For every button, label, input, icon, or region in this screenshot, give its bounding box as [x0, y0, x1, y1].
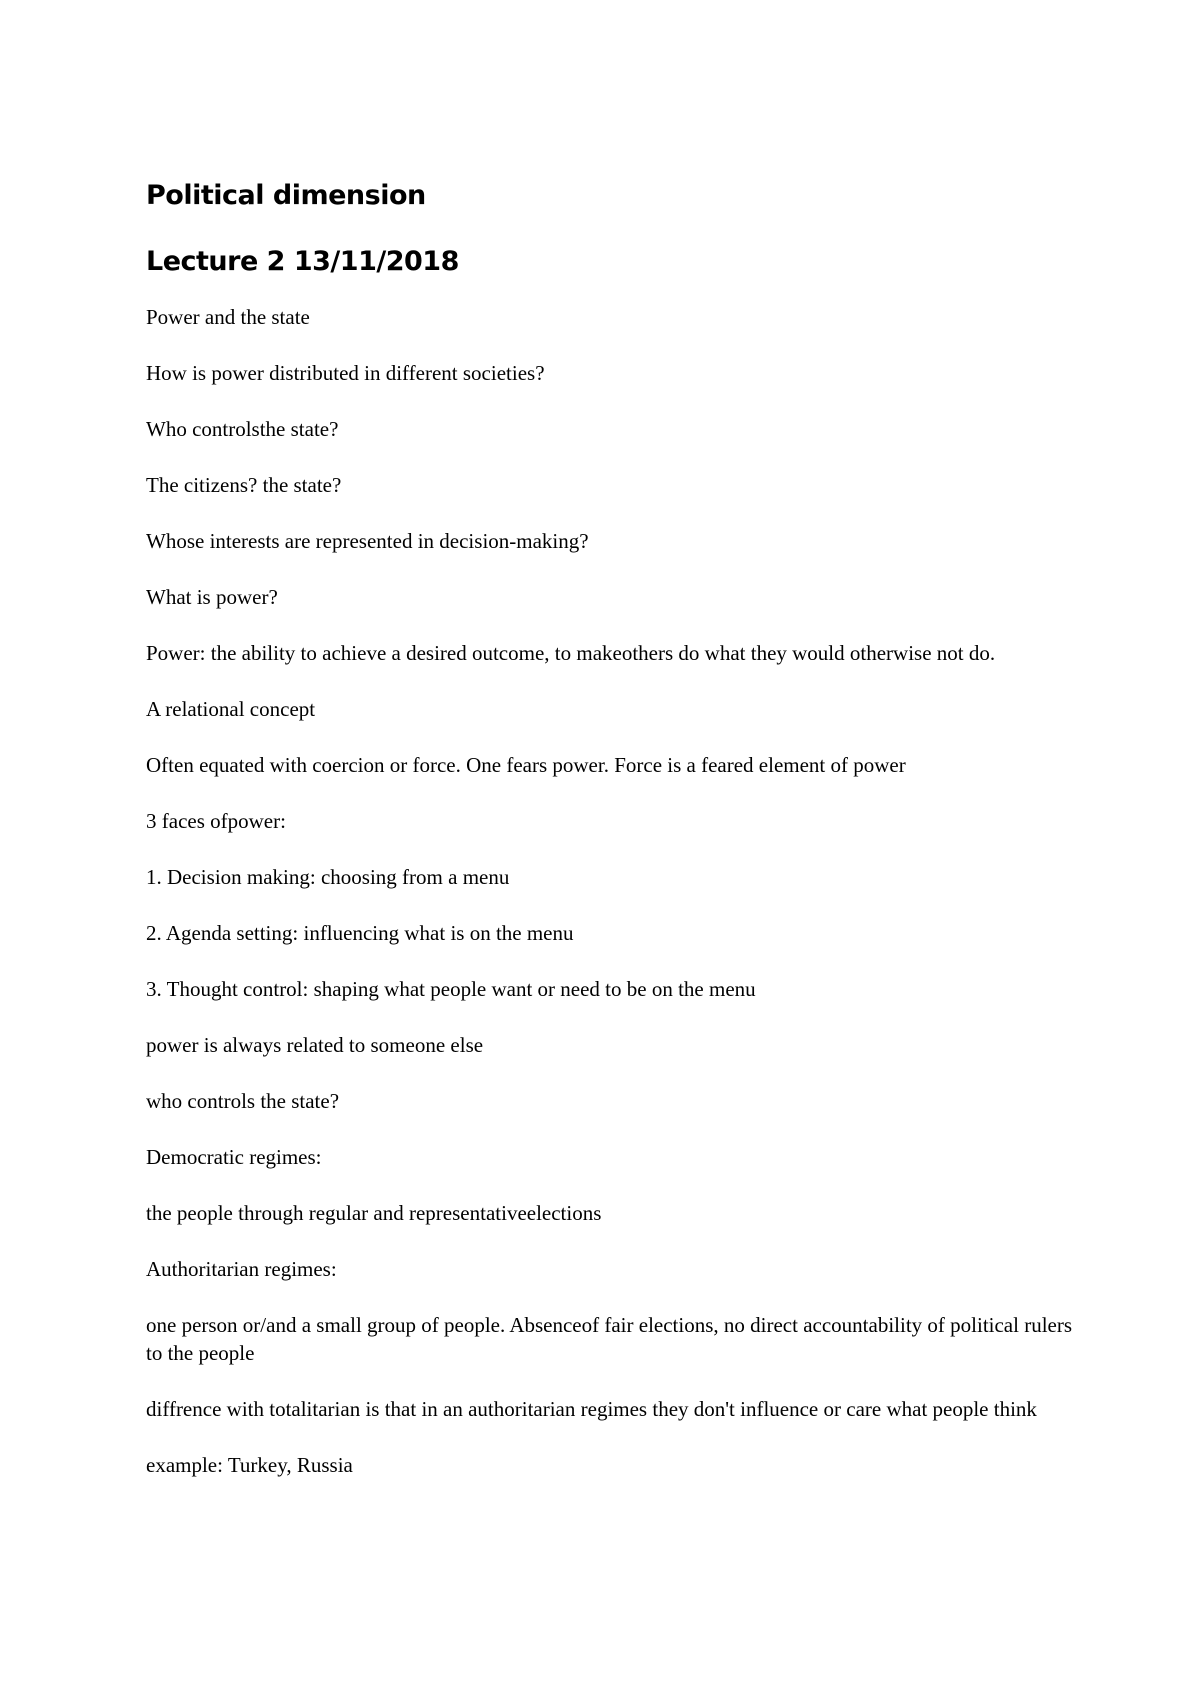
list-item: 1. Decision making: choosing from a menu: [146, 865, 510, 889]
lecture-heading: Lecture 2 13/11/2018: [146, 246, 459, 277]
paragraph: Who controlsthe state?: [146, 417, 339, 441]
document-title: Political dimension: [146, 180, 426, 211]
paragraph: diffrence with totalitarian is that in an authoritarian regimes they don't influence or care what people think: [146, 1397, 1037, 1421]
list-item: 3. Thought control: shaping what people want or need to be on the menu: [146, 977, 756, 1001]
list-item: 2. Agenda setting: influencing what is on the menu: [146, 921, 574, 945]
paragraph: Democratic regimes:: [146, 1145, 322, 1169]
paragraph: Power: the ability to achieve a desired outcome, to makeothers do what they would otherwise not do.: [146, 641, 996, 665]
paragraph: example: Turkey, Russia: [146, 1453, 353, 1477]
paragraph: The citizens? the state?: [146, 473, 342, 497]
paragraph: Authoritarian regimes:: [146, 1257, 337, 1281]
paragraph: 3 faces ofpower:: [146, 809, 286, 833]
paragraph: the people through regular and representativeelections: [146, 1201, 602, 1225]
paragraph: Often equated with coercion or force. One fears power. Force is a feared element of power: [146, 753, 906, 777]
paragraph: power is always related to someone else: [146, 1033, 484, 1057]
document-body: [146, 176, 1076, 1479]
paragraph: A relational concept: [146, 697, 316, 721]
paragraph: one person or/and a small group of people. Absenceof fair elections, no direct accountability of political rulers to the people: [146, 1313, 1073, 1365]
paragraph: What is power?: [146, 585, 278, 609]
paragraph: How is power distributed in different societies?: [146, 361, 545, 385]
paragraph: who controls the state?: [146, 1089, 340, 1113]
paragraph: Power and the state: [146, 305, 310, 329]
paragraph: Whose interests are represented in decision-making?: [146, 529, 589, 553]
